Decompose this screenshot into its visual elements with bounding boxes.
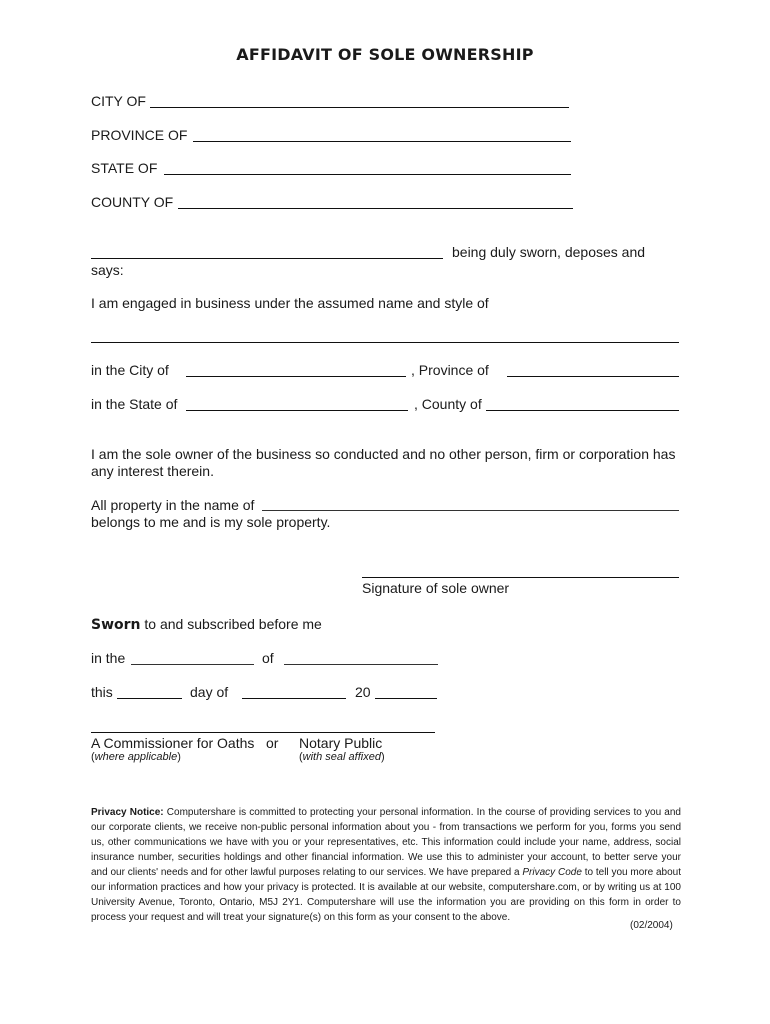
paren-close: ) [177, 751, 181, 763]
city-of-line[interactable] [150, 107, 569, 108]
sole-owner-statement-line1: I am the sole owner of the business so conducted and no other person, firm or corporation has [91, 446, 676, 462]
where-applicable-text: where applicable [94, 751, 178, 763]
paren-open: ( [91, 751, 95, 763]
privacy-text-part2: to tell you more about our information practices and how your privacy is protected. It is available at our website, computershare.com, or by writing us at 100 University Avenue, Toronto, Ontario, M5J 2Y1. Computershare will use the information you are providing on this form in order to process your request and will treat your signature(s) on this form as your consent to the above. [91, 867, 681, 923]
sole-owner-statement-line2: any interest therein. [91, 463, 214, 479]
province-of-inline-label: , Province of [411, 362, 489, 378]
sworn-statement [91, 616, 322, 633]
says-text: says: [91, 262, 124, 278]
year-prefix-label: 20 [355, 684, 371, 700]
or-label: or [266, 735, 279, 751]
province-of-line[interactable] [193, 141, 571, 142]
document-title: AFFIDAVIT OF SOLE OWNERSHIP [236, 45, 534, 64]
of-label: of [262, 650, 274, 666]
county-of-line[interactable] [178, 208, 573, 209]
this-label: this [91, 684, 113, 700]
sworn-location-line[interactable] [131, 664, 254, 665]
province-of-label: PROVINCE OF [91, 127, 188, 143]
signature-line[interactable] [362, 577, 679, 578]
business-county-line[interactable] [486, 410, 679, 411]
day-of-label: day of [190, 684, 229, 700]
privacy-text-part1: Computershare is committed to protecting your personal information. In the course of providing services to you and our corporate clients, we receive non-public personal information about you - from transactions we perform for you, forms you send us, other communications we have with you or your representatives, etc. This information could include your name, address, social insurance number, securities holdings and other financial information. We use this to administer your account, to better serve your and our clients' needs and for other lawful purposes relating to our services. We have prepared a [91, 807, 681, 878]
business-city-line[interactable] [186, 376, 406, 377]
in-the-city-of-label: in the City of [91, 362, 169, 378]
property-belongs-text: belongs to me and is my sole property. [91, 514, 331, 530]
in-the-label: in the [91, 650, 126, 666]
privacy-code-text: Privacy Code [522, 867, 582, 878]
county-of-label: COUNTY OF [91, 194, 174, 210]
property-name-label: All property in the name of [91, 497, 255, 513]
revision-date: (02/2004) [630, 920, 673, 931]
sworn-rest: to and subscribed before me [140, 616, 322, 632]
commissioner-label: A Commissioner for Oaths [91, 735, 255, 751]
deponent-name-line[interactable] [91, 258, 443, 259]
state-of-label: STATE OF [91, 160, 158, 176]
commissioner-signature-line[interactable] [91, 732, 435, 733]
where-applicable-note [91, 751, 181, 763]
privacy-notice [91, 805, 681, 925]
paren-open: ( [299, 751, 303, 763]
with-seal-note [299, 751, 385, 763]
business-province-line[interactable] [507, 376, 679, 377]
in-the-state-of-label: in the State of [91, 396, 178, 412]
sworn-of-line[interactable] [284, 664, 438, 665]
duly-sworn-text: being duly sworn, deposes and [452, 244, 646, 260]
property-name-line[interactable] [262, 510, 679, 511]
business-name-line[interactable] [91, 342, 679, 343]
county-of-inline-label: , County of [414, 396, 482, 412]
business-state-line[interactable] [186, 410, 408, 411]
city-of-label: CITY OF [91, 93, 146, 109]
privacy-heading: Privacy Notice: [91, 807, 164, 818]
signature-label: Signature of sole owner [362, 580, 510, 596]
sworn-word: Sworn [91, 617, 141, 633]
month-line[interactable] [242, 698, 346, 699]
year-line[interactable] [375, 698, 437, 699]
engaged-business-text: I am engaged in business under the assumed name and style of [91, 295, 489, 311]
day-line[interactable] [117, 698, 182, 699]
state-of-line[interactable] [164, 174, 571, 175]
notary-public-label: Notary Public [299, 735, 383, 751]
paren-close: ) [380, 751, 385, 763]
with-seal-text: with seal affixed [302, 751, 381, 763]
